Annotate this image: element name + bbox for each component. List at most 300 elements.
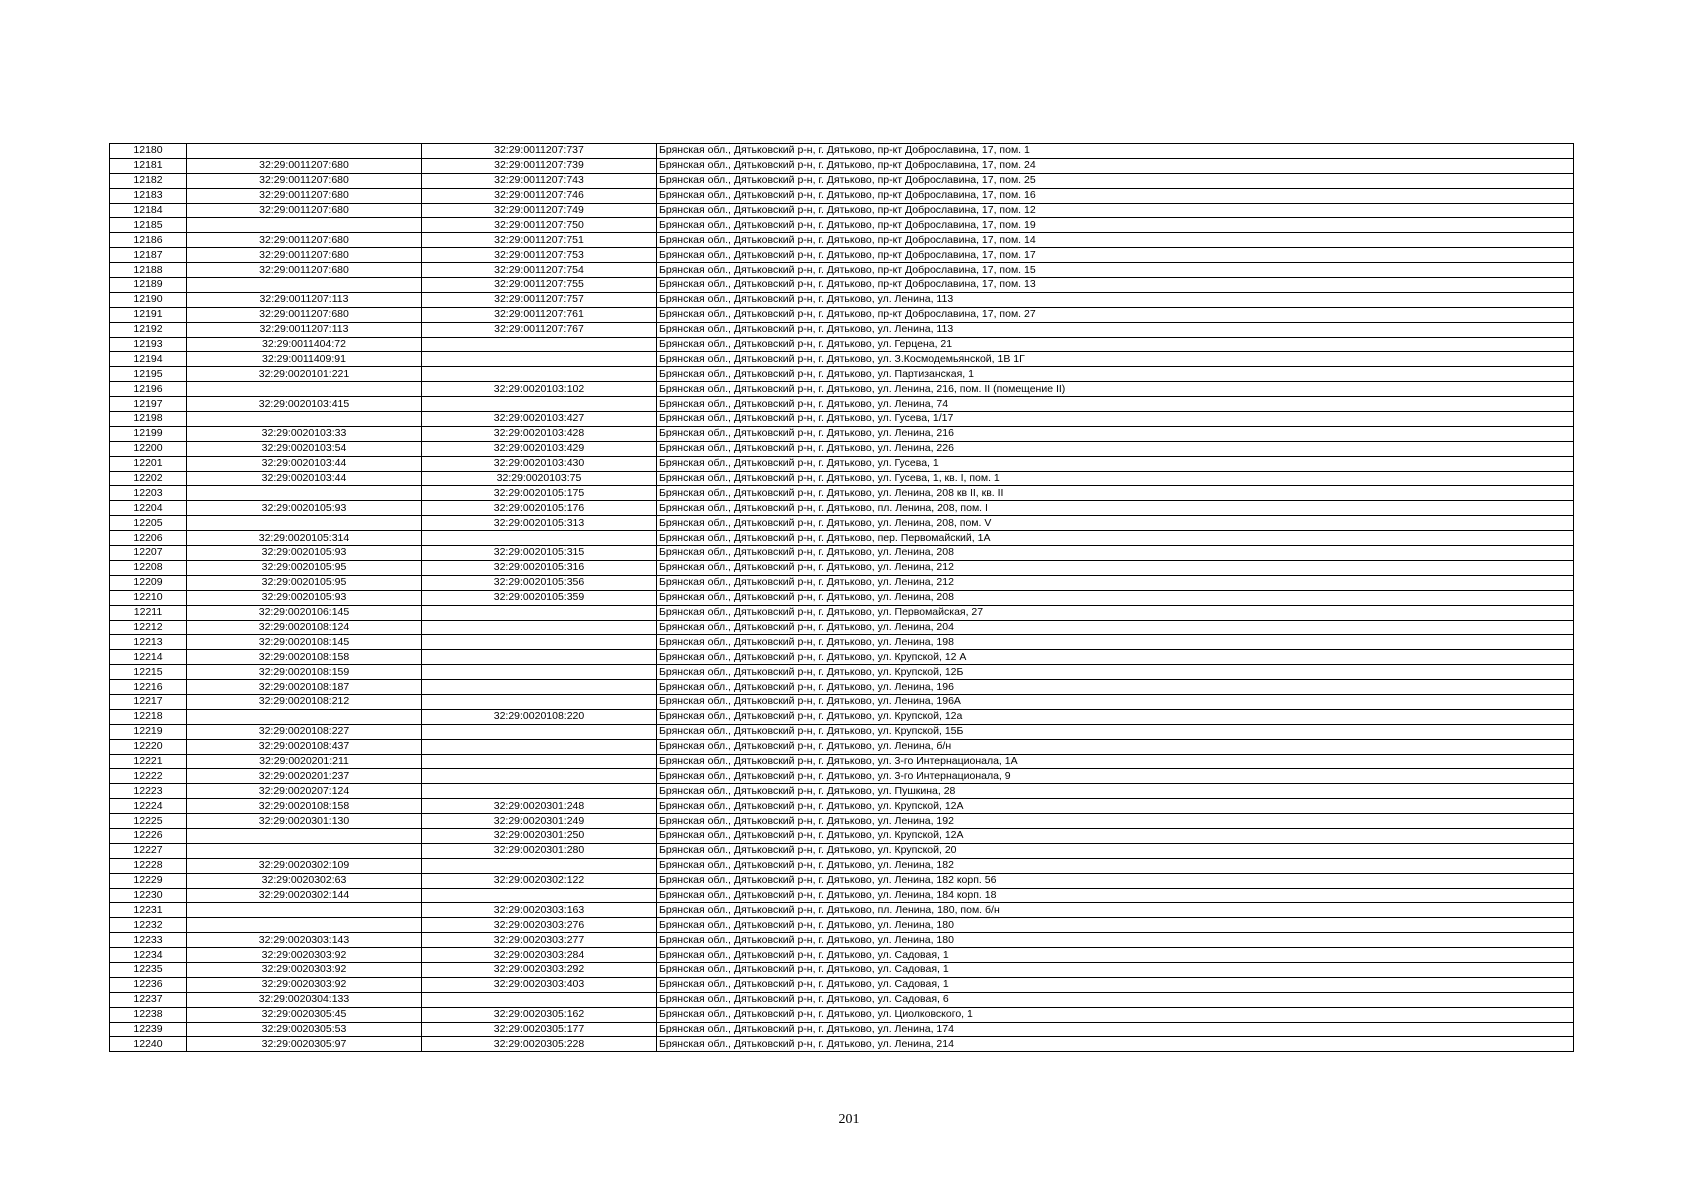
object-cadastral-number-cell: 32:29:0020301:280 (422, 843, 657, 858)
object-cadastral-number-cell (422, 784, 657, 799)
cadastral-number-cell: 32:29:0020303:143 (187, 933, 422, 948)
table-row (110, 233, 1574, 248)
row-number-cell: 12200 (110, 441, 187, 456)
cadastral-number-cell: 32:29:0011207:680 (187, 203, 422, 218)
object-cadastral-number-cell (422, 992, 657, 1007)
address-cell: Брянская обл., Дятьковский р-н, г. Дятьково, пер. Первомайский, 1А (657, 531, 1574, 546)
cadastral-number-cell: 32:29:0020105:95 (187, 560, 422, 575)
address-cell: Брянская обл., Дятьковский р-н, г. Дятьково, ул. Ленина, 212 (657, 575, 1574, 590)
object-cadastral-number-cell (422, 397, 657, 412)
cadastral-number-cell: 32:29:0020305:45 (187, 1007, 422, 1022)
cadastral-number-cell: 32:29:0020105:93 (187, 501, 422, 516)
row-number-cell: 12229 (110, 873, 187, 888)
address-cell: Брянская обл., Дятьковский р-н, г. Дятьково, ул. Ленина, 204 (657, 620, 1574, 635)
object-cadastral-number-cell: 32:29:0020103:428 (422, 426, 657, 441)
cadastral-number-cell: 32:29:0020305:97 (187, 1037, 422, 1052)
cadastral-number-cell: 32:29:0020105:314 (187, 531, 422, 546)
table-row (110, 992, 1574, 1007)
row-number-cell: 12183 (110, 188, 187, 203)
row-number-cell: 12234 (110, 948, 187, 963)
row-number-cell: 12197 (110, 397, 187, 412)
row-number-cell: 12231 (110, 903, 187, 918)
table-row (110, 397, 1574, 412)
address-cell: Брянская обл., Дятьковский р-н, г. Дятьково, пр-кт Доброславина, 17, пом. 25 (657, 173, 1574, 188)
object-cadastral-number-cell: 32:29:0020105:356 (422, 575, 657, 590)
object-cadastral-number-cell: 32:29:0011207:753 (422, 248, 657, 263)
cadastral-number-cell: 32:29:0020108:212 (187, 694, 422, 709)
object-cadastral-number-cell: 32:29:0020303:277 (422, 933, 657, 948)
address-cell: Брянская обл., Дятьковский р-н, г. Дятьково, ул. Ленина, 212 (657, 560, 1574, 575)
object-cadastral-number-cell: 32:29:0020103:102 (422, 382, 657, 397)
row-number-cell: 12233 (110, 933, 187, 948)
row-number-cell: 12235 (110, 962, 187, 977)
object-cadastral-number-cell (422, 367, 657, 382)
page-number: 201 (838, 1112, 860, 1127)
address-cell: Брянская обл., Дятьковский р-н, г. Дятьково, ул. Садовая, 1 (657, 977, 1574, 992)
table-row (110, 828, 1574, 843)
table-row (110, 769, 1574, 784)
row-number-cell: 12191 (110, 307, 187, 322)
table-row (110, 843, 1574, 858)
address-cell: Брянская обл., Дятьковский р-н, г. Дятьково, ул. Крупской, 12А (657, 799, 1574, 814)
row-number-cell: 12213 (110, 635, 187, 650)
object-cadastral-number-cell: 32:29:0020103:430 (422, 456, 657, 471)
cadastral-number-cell: 32:29:0020108:437 (187, 739, 422, 754)
table-row (110, 263, 1574, 278)
row-number-cell: 12189 (110, 278, 187, 293)
row-number-cell: 12182 (110, 173, 187, 188)
object-cadastral-number-cell (422, 531, 657, 546)
cadastral-number-cell: 32:29:0020103:33 (187, 426, 422, 441)
table-row (110, 948, 1574, 963)
table-row (110, 412, 1574, 427)
table-row (110, 471, 1574, 486)
row-number-cell: 12192 (110, 322, 187, 337)
row-number-cell: 12194 (110, 352, 187, 367)
object-cadastral-number-cell: 32:29:0011207:737 (422, 144, 657, 159)
object-cadastral-number-cell: 32:29:0011207:746 (422, 188, 657, 203)
address-cell: Брянская обл., Дятьковский р-н, г. Дятьково, ул. Ленина, 192 (657, 814, 1574, 829)
table-row (110, 1022, 1574, 1037)
object-cadastral-number-cell: 32:29:0011207:750 (422, 218, 657, 233)
address-cell: Брянская обл., Дятьковский р-н, г. Дятьково, ул. Ленина, 214 (657, 1037, 1574, 1052)
table-row (110, 709, 1574, 724)
row-number-cell: 12236 (110, 977, 187, 992)
cadastral-number-cell (187, 843, 422, 858)
cadastral-number-cell: 32:29:0011207:680 (187, 248, 422, 263)
cadastral-number-cell: 32:29:0020108:187 (187, 680, 422, 695)
object-cadastral-number-cell: 32:29:0020105:175 (422, 486, 657, 501)
address-cell: Брянская обл., Дятьковский р-н, г. Дятьково, пр-кт Доброславина, 17, пом. 14 (657, 233, 1574, 248)
cadastral-number-cell: 32:29:0020105:95 (187, 575, 422, 590)
table-row (110, 680, 1574, 695)
address-cell: Брянская обл., Дятьковский р-н, г. Дятьково, ул. Крупской, 12А (657, 828, 1574, 843)
cadastral-number-cell: 32:29:0011207:680 (187, 307, 422, 322)
row-number-cell: 12202 (110, 471, 187, 486)
row-number-cell: 12205 (110, 516, 187, 531)
cadastral-number-cell: 32:29:0011207:680 (187, 173, 422, 188)
address-cell: Брянская обл., Дятьковский р-н, г. Дятьково, ул. Герцена, 21 (657, 337, 1574, 352)
cadastral-number-cell: 32:29:0011207:680 (187, 158, 422, 173)
row-number-cell: 12238 (110, 1007, 187, 1022)
row-number-cell: 12203 (110, 486, 187, 501)
row-number-cell: 12220 (110, 739, 187, 754)
object-cadastral-number-cell: 32:29:0020105:316 (422, 560, 657, 575)
object-cadastral-number-cell (422, 337, 657, 352)
table-row (110, 337, 1574, 352)
cadastral-number-cell: 32:29:0020106:145 (187, 605, 422, 620)
object-cadastral-number-cell: 32:29:0020303:163 (422, 903, 657, 918)
object-cadastral-number-cell: 32:29:0020305:228 (422, 1037, 657, 1052)
address-cell: Брянская обл., Дятьковский р-н, г. Дятьково, пр-кт Доброславина, 17, пом. 17 (657, 248, 1574, 263)
cadastral-number-cell: 32:29:0011207:680 (187, 263, 422, 278)
cadastral-number-cell (187, 516, 422, 531)
address-cell: Брянская обл., Дятьковский р-н, г. Дятьково, ул. Крупской, 12 А (657, 650, 1574, 665)
cadastral-number-cell: 32:29:0020108:158 (187, 799, 422, 814)
table-row (110, 158, 1574, 173)
table-row (110, 486, 1574, 501)
object-cadastral-number-cell: 32:29:0020103:75 (422, 471, 657, 486)
row-number-cell: 12226 (110, 828, 187, 843)
address-cell: Брянская обл., Дятьковский р-н, г. Дятьково, ул. 3-го Интернационала, 1А (657, 754, 1574, 769)
cadastral-number-cell (187, 144, 422, 159)
row-number-cell: 12184 (110, 203, 187, 218)
row-number-cell: 12209 (110, 575, 187, 590)
object-cadastral-number-cell: 32:29:0020301:248 (422, 799, 657, 814)
table-row (110, 292, 1574, 307)
cadastral-number-cell: 32:29:0020103:54 (187, 441, 422, 456)
table-row (110, 739, 1574, 754)
row-number-cell: 12217 (110, 694, 187, 709)
object-cadastral-number-cell (422, 694, 657, 709)
object-cadastral-number-cell: 32:29:0020103:427 (422, 412, 657, 427)
cadastral-number-cell: 32:29:0020108:158 (187, 650, 422, 665)
registry-table-body (110, 144, 1574, 1052)
object-cadastral-number-cell: 32:29:0020303:276 (422, 918, 657, 933)
address-cell: Брянская обл., Дятьковский р-н, г. Дятьково, ул. Крупской, 12Б (657, 665, 1574, 680)
address-cell: Брянская обл., Дятьковский р-н, г. Дятьково, ул. Ленина, 196 (657, 680, 1574, 695)
cadastral-number-cell: 32:29:0011409:91 (187, 352, 422, 367)
object-cadastral-number-cell: 32:29:0020301:250 (422, 828, 657, 843)
row-number-cell: 12215 (110, 665, 187, 680)
cadastral-number-cell: 32:29:0020302:63 (187, 873, 422, 888)
table-row (110, 933, 1574, 948)
address-cell: Брянская обл., Дятьковский р-н, г. Дятьково, ул. Садовая, 1 (657, 948, 1574, 963)
address-cell: Брянская обл., Дятьковский р-н, г. Дятьково, ул. Ленина, 208 (657, 590, 1574, 605)
table-row (110, 382, 1574, 397)
address-cell: Брянская обл., Дятьковский р-н, г. Дятьково, ул. Первомайская, 27 (657, 605, 1574, 620)
table-row (110, 650, 1574, 665)
address-cell: Брянская обл., Дятьковский р-н, г. Дятьково, ул. Ленина, 226 (657, 441, 1574, 456)
cadastral-number-cell: 32:29:0020304:133 (187, 992, 422, 1007)
address-cell: Брянская обл., Дятьковский р-н, г. Дятьково, ул. Ленина, 216 (657, 426, 1574, 441)
table-row (110, 352, 1574, 367)
address-cell: Брянская обл., Дятьковский р-н, г. Дятьково, ул. Гусева, 1 (657, 456, 1574, 471)
object-cadastral-number-cell: 32:29:0011207:755 (422, 278, 657, 293)
cadastral-number-cell: 32:29:0011207:113 (187, 292, 422, 307)
object-cadastral-number-cell: 32:29:0020302:122 (422, 873, 657, 888)
cadastral-number-cell (187, 709, 422, 724)
row-number-cell: 12186 (110, 233, 187, 248)
cadastral-number-cell (187, 278, 422, 293)
table-row (110, 426, 1574, 441)
table-row (110, 694, 1574, 709)
address-cell: Брянская обл., Дятьковский р-н, г. Дятьково, пл. Ленина, 208, пом. I (657, 501, 1574, 516)
row-number-cell: 12193 (110, 337, 187, 352)
table-row (110, 218, 1574, 233)
table-row (110, 784, 1574, 799)
address-cell: Брянская обл., Дятьковский р-н, г. Дятьково, ул. Садовая, 6 (657, 992, 1574, 1007)
table-row (110, 903, 1574, 918)
table-row (110, 605, 1574, 620)
address-cell: Брянская обл., Дятьковский р-н, г. Дятьково, ул. Гусева, 1, кв. I, пом. 1 (657, 471, 1574, 486)
cadastral-number-cell: 32:29:0020303:92 (187, 948, 422, 963)
address-cell: Брянская обл., Дятьковский р-н, г. Дятьково, ул. Ленина, 174 (657, 1022, 1574, 1037)
object-cadastral-number-cell: 32:29:0020105:176 (422, 501, 657, 516)
table-row (110, 456, 1574, 471)
object-cadastral-number-cell (422, 352, 657, 367)
row-number-cell: 12212 (110, 620, 187, 635)
object-cadastral-number-cell: 32:29:0011207:749 (422, 203, 657, 218)
row-number-cell: 12206 (110, 531, 187, 546)
object-cadastral-number-cell (422, 858, 657, 873)
cadastral-number-cell: 32:29:0020301:130 (187, 814, 422, 829)
address-cell: Брянская обл., Дятьковский р-н, г. Дятьково, ул. Крупской, 12а (657, 709, 1574, 724)
table-row (110, 516, 1574, 531)
cadastral-number-cell: 32:29:0011404:72 (187, 337, 422, 352)
object-cadastral-number-cell (422, 888, 657, 903)
address-cell: Брянская обл., Дятьковский р-н, г. Дятьково, пл. Ленина, 180, пом. б/н (657, 903, 1574, 918)
address-cell: Брянская обл., Дятьковский р-н, г. Дятьково, ул. 3-го Интернационала, 9 (657, 769, 1574, 784)
table-row (110, 322, 1574, 337)
table-row (110, 918, 1574, 933)
table-row (110, 173, 1574, 188)
table-row (110, 962, 1574, 977)
row-number-cell: 12208 (110, 560, 187, 575)
address-cell: Брянская обл., Дятьковский р-н, г. Дятьково, ул. Ленина, 216, пом. II (помещение II) (657, 382, 1574, 397)
cadastral-number-cell: 32:29:0020105:93 (187, 546, 422, 561)
object-cadastral-number-cell (422, 620, 657, 635)
row-number-cell: 12230 (110, 888, 187, 903)
address-cell: Брянская обл., Дятьковский р-н, г. Дятьково, ул. Ленина, 182 (657, 858, 1574, 873)
cadastral-number-cell: 32:29:0020103:44 (187, 471, 422, 486)
table-row (110, 575, 1574, 590)
row-number-cell: 12223 (110, 784, 187, 799)
object-cadastral-number-cell: 32:29:0020305:162 (422, 1007, 657, 1022)
object-cadastral-number-cell: 32:29:0020105:359 (422, 590, 657, 605)
table-row (110, 635, 1574, 650)
object-cadastral-number-cell: 32:29:0020301:249 (422, 814, 657, 829)
row-number-cell: 12199 (110, 426, 187, 441)
address-cell: Брянская обл., Дятьковский р-н, г. Дятьково, пр-кт Доброславина, 17, пом. 12 (657, 203, 1574, 218)
address-cell: Брянская обл., Дятьковский р-н, г. Дятьково, ул. Крупской, 15Б (657, 724, 1574, 739)
object-cadastral-number-cell (422, 739, 657, 754)
row-number-cell: 12211 (110, 605, 187, 620)
row-number-cell: 12201 (110, 456, 187, 471)
object-cadastral-number-cell: 32:29:0020103:429 (422, 441, 657, 456)
cadastral-number-cell: 32:29:0011207:113 (187, 322, 422, 337)
row-number-cell: 12210 (110, 590, 187, 605)
row-number-cell: 12198 (110, 412, 187, 427)
row-number-cell: 12207 (110, 546, 187, 561)
cadastral-number-cell (187, 828, 422, 843)
table-row (110, 1007, 1574, 1022)
row-number-cell: 12239 (110, 1022, 187, 1037)
table-row (110, 248, 1574, 263)
cadastral-number-cell: 32:29:0020305:53 (187, 1022, 422, 1037)
cadastral-number-cell: 32:29:0020108:159 (187, 665, 422, 680)
object-cadastral-number-cell: 32:29:0020105:313 (422, 516, 657, 531)
object-cadastral-number-cell (422, 680, 657, 695)
table-row (110, 620, 1574, 635)
cadastral-number-cell: 32:29:0020103:415 (187, 397, 422, 412)
row-number-cell: 12216 (110, 680, 187, 695)
table-row (110, 531, 1574, 546)
table-row (110, 888, 1574, 903)
table-row (110, 367, 1574, 382)
row-number-cell: 12214 (110, 650, 187, 665)
address-cell: Брянская обл., Дятьковский р-н, г. Дятьково, ул. Ленина, 182 корп. 56 (657, 873, 1574, 888)
cadastral-number-cell (187, 382, 422, 397)
cadastral-number-cell (187, 218, 422, 233)
cadastral-number-cell: 32:29:0020105:93 (187, 590, 422, 605)
cadastral-number-cell: 32:29:0020108:124 (187, 620, 422, 635)
address-cell: Брянская обл., Дятьковский р-н, г. Дятьково, ул. Ленина, 184 корп. 18 (657, 888, 1574, 903)
address-cell: Брянская обл., Дятьковский р-н, г. Дятьково, ул. Ленина, 74 (657, 397, 1574, 412)
row-number-cell: 12228 (110, 858, 187, 873)
cadastral-number-cell: 32:29:0020207:124 (187, 784, 422, 799)
object-cadastral-number-cell (422, 769, 657, 784)
cadastral-number-cell: 32:29:0020201:237 (187, 769, 422, 784)
table-row (110, 977, 1574, 992)
row-number-cell: 12227 (110, 843, 187, 858)
address-cell: Брянская обл., Дятьковский р-н, г. Дятьково, ул. Ленина, 113 (657, 292, 1574, 307)
table-row (110, 814, 1574, 829)
object-cadastral-number-cell: 32:29:0011207:761 (422, 307, 657, 322)
object-cadastral-number-cell: 32:29:0011207:767 (422, 322, 657, 337)
address-cell: Брянская обл., Дятьковский р-н, г. Дятьково, ул. Ленина, 113 (657, 322, 1574, 337)
table-row (110, 501, 1574, 516)
address-cell: Брянская обл., Дятьковский р-н, г. Дятьково, пр-кт Доброславина, 17, пом. 15 (657, 263, 1574, 278)
row-number-cell: 12218 (110, 709, 187, 724)
address-cell: Брянская обл., Дятьковский р-н, г. Дятьково, ул. Ленина, 198 (657, 635, 1574, 650)
object-cadastral-number-cell: 32:29:0020303:403 (422, 977, 657, 992)
object-cadastral-number-cell (422, 724, 657, 739)
cadastral-number-cell: 32:29:0011207:680 (187, 233, 422, 248)
row-number-cell: 12188 (110, 263, 187, 278)
table-row (110, 1037, 1574, 1052)
table-row (110, 546, 1574, 561)
address-cell: Брянская обл., Дятьковский р-н, г. Дятьково, пр-кт Доброславина, 17, пом. 1 (657, 144, 1574, 159)
object-cadastral-number-cell: 32:29:0011207:743 (422, 173, 657, 188)
cadastral-number-cell: 32:29:0020108:145 (187, 635, 422, 650)
table-row (110, 858, 1574, 873)
address-cell: Брянская обл., Дятьковский р-н, г. Дятьково, пр-кт Доброславина, 17, пом. 24 (657, 158, 1574, 173)
table-row (110, 799, 1574, 814)
cadastral-number-cell: 32:29:0020103:44 (187, 456, 422, 471)
address-cell: Брянская обл., Дятьковский р-н, г. Дятьково, пр-кт Доброславина, 17, пом. 13 (657, 278, 1574, 293)
object-cadastral-number-cell (422, 635, 657, 650)
object-cadastral-number-cell (422, 665, 657, 680)
address-cell: Брянская обл., Дятьковский р-н, г. Дятьково, ул. Крупской, 20 (657, 843, 1574, 858)
object-cadastral-number-cell: 32:29:0020303:292 (422, 962, 657, 977)
address-cell: Брянская обл., Дятьковский р-н, г. Дятьково, пр-кт Доброславина, 17, пом. 19 (657, 218, 1574, 233)
row-number-cell: 12190 (110, 292, 187, 307)
address-cell: Брянская обл., Дятьковский р-н, г. Дятьково, ул. Ленина, 208 кв II, кв. II (657, 486, 1574, 501)
address-cell: Брянская обл., Дятьковский р-н, г. Дятьково, ул. Ленина, 208, пом. V (657, 516, 1574, 531)
table-row (110, 144, 1574, 159)
row-number-cell: 12222 (110, 769, 187, 784)
object-cadastral-number-cell (422, 754, 657, 769)
row-number-cell: 12219 (110, 724, 187, 739)
address-cell: Брянская обл., Дятьковский р-н, г. Дятьково, ул. Садовая, 1 (657, 962, 1574, 977)
object-cadastral-number-cell: 32:29:0020305:177 (422, 1022, 657, 1037)
table-row (110, 560, 1574, 575)
object-cadastral-number-cell (422, 650, 657, 665)
address-cell: Брянская обл., Дятьковский р-н, г. Дятьково, ул. Ленина, 180 (657, 918, 1574, 933)
cadastral-number-cell: 32:29:0020302:109 (187, 858, 422, 873)
table-row (110, 307, 1574, 322)
object-cadastral-number-cell (422, 605, 657, 620)
object-cadastral-number-cell: 32:29:0011207:757 (422, 292, 657, 307)
table-row (110, 873, 1574, 888)
address-cell: Брянская обл., Дятьковский р-н, г. Дятьково, ул. Ленина, б/н (657, 739, 1574, 754)
object-cadastral-number-cell: 32:29:0011207:754 (422, 263, 657, 278)
cadastral-number-cell: 32:29:0020303:92 (187, 962, 422, 977)
row-number-cell: 12240 (110, 1037, 187, 1052)
address-cell: Брянская обл., Дятьковский р-н, г. Дятьково, пр-кт Доброславина, 17, пом. 16 (657, 188, 1574, 203)
row-number-cell: 12204 (110, 501, 187, 516)
cadastral-number-cell: 32:29:0011207:680 (187, 188, 422, 203)
cadastral-number-cell (187, 412, 422, 427)
address-cell: Брянская обл., Дятьковский р-н, г. Дятьково, ул. Ленина, 196А (657, 694, 1574, 709)
row-number-cell: 12221 (110, 754, 187, 769)
address-cell: Брянская обл., Дятьковский р-н, г. Дятьково, ул. Гусева, 1/17 (657, 412, 1574, 427)
address-cell: Брянская обл., Дятьковский р-н, г. Дятьково, пр-кт Доброславина, 17, пом. 27 (657, 307, 1574, 322)
row-number-cell: 12237 (110, 992, 187, 1007)
table-row (110, 724, 1574, 739)
object-cadastral-number-cell: 32:29:0011207:751 (422, 233, 657, 248)
cadastral-number-cell: 32:29:0020201:211 (187, 754, 422, 769)
table-row (110, 278, 1574, 293)
cadastral-number-cell: 32:29:0020101:221 (187, 367, 422, 382)
row-number-cell: 12225 (110, 814, 187, 829)
address-cell: Брянская обл., Дятьковский р-н, г. Дятьково, ул. Циолковского, 1 (657, 1007, 1574, 1022)
row-number-cell: 12232 (110, 918, 187, 933)
cadastral-number-cell: 32:29:0020108:227 (187, 724, 422, 739)
row-number-cell: 12224 (110, 799, 187, 814)
row-number-cell: 12181 (110, 158, 187, 173)
table-row (110, 590, 1574, 605)
row-number-cell: 12180 (110, 144, 187, 159)
cadastral-number-cell (187, 918, 422, 933)
row-number-cell: 12196 (110, 382, 187, 397)
object-cadastral-number-cell: 32:29:0011207:739 (422, 158, 657, 173)
cadastral-number-cell (187, 903, 422, 918)
row-number-cell: 12187 (110, 248, 187, 263)
table-row (110, 441, 1574, 456)
table-row (110, 203, 1574, 218)
address-cell: Брянская обл., Дятьковский р-н, г. Дятьково, ул. Ленина, 180 (657, 933, 1574, 948)
address-cell: Брянская обл., Дятьковский р-н, г. Дятьково, ул. Партизанская, 1 (657, 367, 1574, 382)
address-cell: Брянская обл., Дятьковский р-н, г. Дятьково, ул. Ленина, 208 (657, 546, 1574, 561)
cadastral-number-cell: 32:29:0020302:144 (187, 888, 422, 903)
object-cadastral-number-cell: 32:29:0020303:284 (422, 948, 657, 963)
registry-table (109, 143, 1574, 1052)
row-number-cell: 12195 (110, 367, 187, 382)
object-cadastral-number-cell: 32:29:0020108:220 (422, 709, 657, 724)
table-row (110, 188, 1574, 203)
